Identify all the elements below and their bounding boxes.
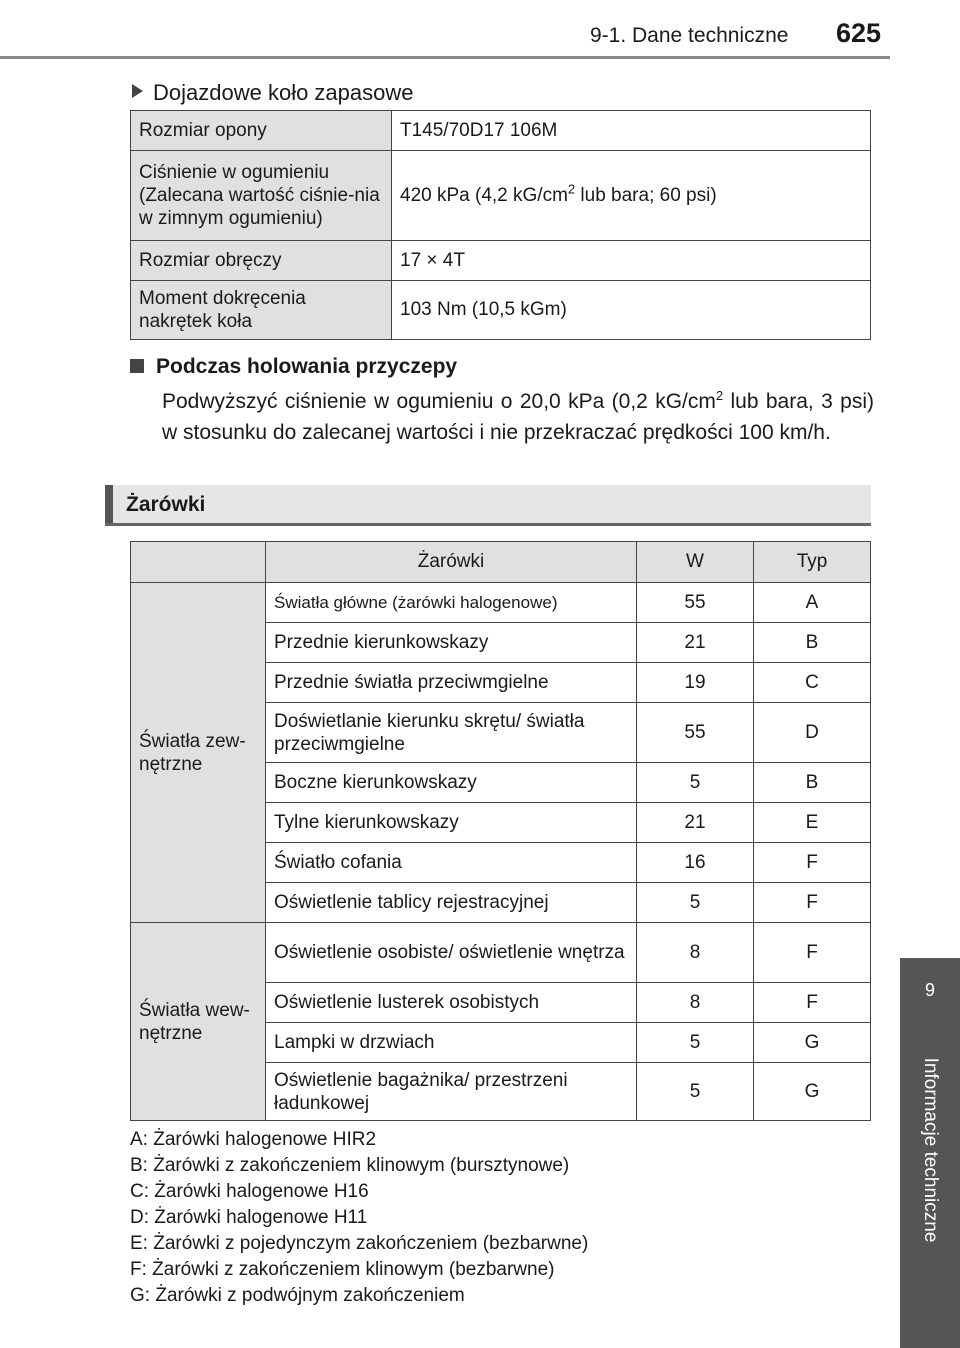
legend-item: C: Żarówki halogenowe H16 <box>130 1181 369 1202</box>
table-row <box>131 151 871 241</box>
table-row <box>131 583 871 623</box>
section-underline <box>105 523 871 526</box>
bulb-name: Tylne kierunkowskazy <box>266 803 637 843</box>
bulb-watt: 5 <box>637 1063 754 1121</box>
bulb-name: Oświetlenie osobiste/ oświetlenie wnętrza <box>266 923 637 983</box>
spare-wheel-heading: Dojazdowe koło zapasowe <box>132 80 414 106</box>
bulb-name: Oświetlenie tablicy rejestracyjnej <box>266 883 637 923</box>
bulb-name: Lampki w drzwiach <box>266 1023 637 1063</box>
table-row <box>131 923 871 983</box>
bulb-type: F <box>754 843 871 883</box>
legend-item: E: Żarówki z pojedynczym zakończeniem (bezbarwne) <box>130 1233 589 1254</box>
bulb-watt: 8 <box>637 983 754 1023</box>
section-bar <box>105 485 871 523</box>
bulb-watt: 8 <box>637 923 754 983</box>
bulb-type: B <box>754 763 871 803</box>
group-interior: Światła wew-nętrzne <box>131 923 266 1121</box>
bulb-watt: 21 <box>637 803 754 843</box>
square-bullet-icon <box>130 359 144 373</box>
legend-item: A: Żarówki halogenowe HIR2 <box>130 1129 377 1150</box>
bulb-name: Światło cofania <box>266 843 637 883</box>
bulb-watt: 19 <box>637 663 754 703</box>
bulb-name: Boczne kierunkowskazy <box>266 763 637 803</box>
spec-label: Moment dokręcenia nakrętek koła <box>131 281 392 340</box>
header-cell <box>131 542 266 583</box>
legend-item: B: Żarówki z zakończeniem klinowym (bursztynowe) <box>130 1155 570 1176</box>
bulb-name: Oświetlenie lusterek osobistych <box>266 983 637 1023</box>
bulbs-section-title: Żarówki <box>126 493 206 516</box>
section-bar-accent <box>105 485 113 523</box>
towing-text: Podwyższyć ciśnienie w ogumieniu o 20,0 kPa (0,2 $kG/cm^2$ lub bara, 3 psi) w stosunku do zalecanej wartości i nie przekraczać prędkości 100 km/h. <box>162 388 874 444</box>
group-exterior: Światła zew-nętrzne <box>131 583 266 923</box>
bulbs-table <box>130 541 871 1121</box>
spare-wheel-table <box>130 110 871 340</box>
bulb-name: Doświetlanie kierunku skrętu/ światła przeciwmgielne <box>266 703 637 763</box>
bulb-watt: 21 <box>637 623 754 663</box>
bulb-name: Przednie światła przeciwmgielne <box>266 663 637 703</box>
header-cell: W <box>637 542 754 583</box>
bulb-watt: 16 <box>637 843 754 883</box>
spec-label: Rozmiar opony <box>131 111 392 151</box>
header-cell: Żarówki <box>266 542 637 583</box>
bulb-type: E <box>754 803 871 843</box>
spec-label: Ciśnienie w ogumieniu (Zalecana wartość ciśnie-nia w zimnym ogumieniu) <box>131 151 392 241</box>
bulb-watt: 55 <box>637 703 754 763</box>
chapter-number: 9 <box>924 980 935 1000</box>
bulb-type: F <box>754 883 871 923</box>
spec-value: 17 × 4T <box>392 241 871 281</box>
bulb-type: F <box>754 923 871 983</box>
spec-value: T145/70D17 106M <box>392 111 871 151</box>
bulb-type: C <box>754 663 871 703</box>
header-divider <box>0 56 890 59</box>
legend-item: G: Żarówki z podwójnym zakończeniem <box>130 1285 465 1306</box>
bulb-type: D <box>754 703 871 763</box>
spec-value: 420 kPa (4,2 $kG/cm^2$ lub bara; 60 psi) <box>392 151 871 241</box>
bulb-watt: 5 <box>637 1023 754 1063</box>
bulb-name: Przednie kierunkowskazy <box>266 623 637 663</box>
spec-label: Rozmiar obręczy <box>131 241 392 281</box>
bulb-watt: 55 <box>637 583 754 623</box>
bulb-name: Światła główne (żarówki halogenowe) <box>266 583 637 623</box>
section-title: 9-1. Dane techniczne <box>590 24 789 47</box>
spec-value: 103 Nm (10,5 kGm) <box>392 281 871 340</box>
page-number: 625 <box>836 18 882 48</box>
bulb-type: F <box>754 983 871 1023</box>
bulb-type-legend <box>130 1127 588 1309</box>
bulb-type: B <box>754 623 871 663</box>
table-header-row <box>131 542 871 583</box>
table-row <box>131 241 871 281</box>
bulb-type: G <box>754 1063 871 1121</box>
arrow-right-icon <box>132 84 143 98</box>
bulb-name: Oświetlenie bagażnika/ przestrzeni ładunkowej <box>266 1063 637 1121</box>
legend-item: D: Żarówki halogenowe H11 <box>130 1207 368 1228</box>
towing-heading: Podczas holowania przyczepy <box>130 355 457 379</box>
header-cell: Typ <box>754 542 871 583</box>
bulb-type: A <box>754 583 871 623</box>
bulb-watt: 5 <box>637 883 754 923</box>
bulb-type: G <box>754 1023 871 1063</box>
legend-item: F: Żarówki z zakończeniem klinowym (bezbarwne) <box>130 1259 555 1280</box>
table-row <box>131 111 871 151</box>
bulb-watt: 5 <box>637 763 754 803</box>
chapter-label: Informacje techniczne <box>920 1057 941 1243</box>
table-row <box>131 281 871 340</box>
